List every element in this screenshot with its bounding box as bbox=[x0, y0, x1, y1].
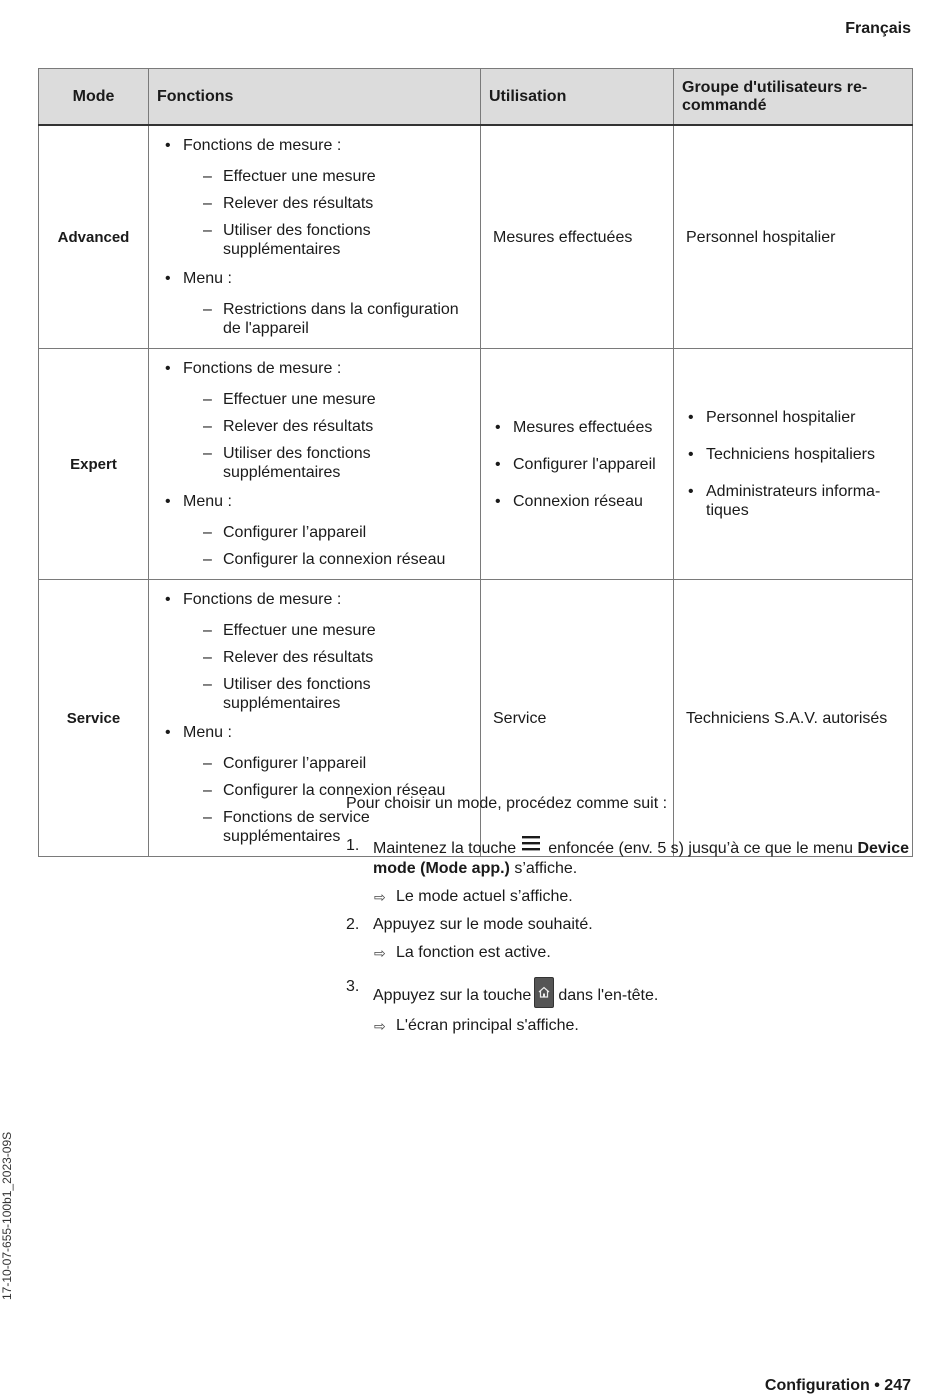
table-row bbox=[39, 349, 913, 580]
function-item: – Relever des résultats bbox=[183, 648, 472, 667]
function-group bbox=[163, 492, 472, 569]
step-text: Maintenez la touche bbox=[373, 840, 517, 857]
function-group bbox=[163, 723, 472, 846]
function-group bbox=[163, 269, 472, 338]
usage-cell bbox=[481, 349, 674, 580]
step-result bbox=[373, 1016, 912, 1036]
function-item: – Configurer l’appareil bbox=[183, 523, 472, 542]
table-row bbox=[39, 580, 913, 857]
header-functions: Fonctions bbox=[149, 69, 481, 126]
function-item: – Utiliser des fonctions supplémentaires bbox=[183, 444, 472, 482]
step-2 bbox=[346, 915, 912, 963]
step-text: Appuyez sur le mode souhaité. bbox=[373, 916, 593, 933]
users-cell: Techniciens S.A.V. autorisés bbox=[674, 580, 913, 857]
function-group-label: Fonctions de mesure : bbox=[183, 360, 342, 377]
step-result bbox=[373, 943, 912, 963]
step-text: dans l'en-tête. bbox=[558, 987, 659, 1004]
function-group bbox=[163, 359, 472, 482]
step-result bbox=[373, 887, 912, 907]
step-number: 2. bbox=[346, 916, 360, 933]
function-group-label: Menu : bbox=[183, 724, 232, 741]
usage-cell: Mesures effectuées bbox=[481, 125, 674, 349]
function-item: – Configurer la connexion réseau bbox=[183, 550, 472, 569]
usage-cell: Service bbox=[481, 580, 674, 857]
function-group-label: Menu : bbox=[183, 270, 232, 287]
header-mode: Mode bbox=[39, 69, 149, 126]
instructions-intro: Pour choisir un mode, procédez comme suit : bbox=[346, 795, 668, 812]
page-footer bbox=[765, 1377, 911, 1395]
functions-cell bbox=[149, 349, 481, 580]
step-text: s’affiche. bbox=[514, 860, 578, 877]
function-item: – Utiliser des fonctions supplémentaires bbox=[183, 675, 472, 713]
function-group-label: Menu : bbox=[183, 493, 232, 510]
result-text: Le mode actuel s’affiche. bbox=[396, 888, 573, 905]
device-mode-label: Device mode (Mode app.) bbox=[373, 840, 910, 877]
footer-separator: • bbox=[874, 1377, 880, 1394]
function-item: – Configurer la connexion réseau bbox=[183, 781, 472, 800]
functions-cell bbox=[149, 580, 481, 857]
functions-cell bbox=[149, 125, 481, 349]
users-cell: Personnel hospitalier bbox=[674, 125, 913, 349]
users-item: • Personnel hospitalier bbox=[686, 408, 900, 427]
result-text: La fonction est active. bbox=[396, 944, 551, 961]
usage-item: • Connexion réseau bbox=[493, 492, 661, 511]
table-row bbox=[39, 125, 913, 349]
home-icon bbox=[534, 977, 554, 1008]
mode-cell: Service bbox=[39, 580, 149, 857]
table-header-row bbox=[39, 69, 913, 126]
step-text: enfoncée (env. 5 s) jusqu’à ce que le menu bbox=[548, 840, 853, 857]
step-number: 3. bbox=[346, 978, 360, 995]
modes-table bbox=[38, 68, 913, 857]
step-3 bbox=[346, 977, 912, 1036]
usage-item: • Mesures effectuées bbox=[493, 418, 661, 437]
result-arrow-icon: ⇨ bbox=[374, 889, 386, 905]
footer-section: Configuration bbox=[764, 1377, 870, 1394]
instruction-steps bbox=[346, 836, 912, 1044]
function-group bbox=[163, 136, 472, 259]
result-arrow-icon: ⇨ bbox=[374, 1018, 386, 1034]
header-users bbox=[674, 69, 913, 126]
mode-cell: Advanced bbox=[39, 125, 149, 349]
function-item: – Effectuer une mesure bbox=[183, 390, 472, 409]
function-group-label: Fonctions de mesure : bbox=[183, 137, 342, 154]
step-text: Appuyez sur la touche bbox=[373, 987, 532, 1004]
users-cell bbox=[674, 349, 913, 580]
function-item: – Utiliser des fonctions supplémentaires bbox=[183, 221, 472, 259]
step-number: 1. bbox=[346, 837, 360, 854]
header-users-label: Groupe d'utilisateurs re-commandé bbox=[682, 78, 868, 114]
language-label: Français bbox=[845, 20, 911, 37]
menu-icon bbox=[522, 836, 540, 851]
users-item: • Techniciens hospitaliers bbox=[686, 445, 900, 464]
mode-cell: Expert bbox=[39, 349, 149, 580]
function-item: – Fonctions de service supplémentaires bbox=[183, 808, 472, 846]
step-1 bbox=[346, 836, 912, 907]
result-arrow-icon: ⇨ bbox=[374, 945, 386, 961]
function-item: – Effectuer une mesure bbox=[183, 621, 472, 640]
page-number: 247 bbox=[884, 1377, 911, 1394]
function-item: – Relever des résultats bbox=[183, 417, 472, 436]
function-item: – Restrictions dans la configuration de l'appareil bbox=[183, 300, 472, 338]
function-item: – Effectuer une mesure bbox=[183, 167, 472, 186]
users-item: • Administrateurs informa-tiques bbox=[686, 482, 886, 520]
function-group bbox=[163, 590, 472, 713]
function-item: – Configurer l’appareil bbox=[183, 754, 472, 773]
result-text: L'écran principal s'affiche. bbox=[396, 1017, 579, 1034]
header-usage: Utilisation bbox=[481, 69, 674, 126]
document-code: 17-10-07-655-100b1_2023-09S bbox=[0, 1131, 14, 1300]
usage-item: • Configurer l'appareil bbox=[493, 455, 661, 474]
function-group-label: Fonctions de mesure : bbox=[183, 591, 342, 608]
function-item: – Relever des résultats bbox=[183, 194, 472, 213]
